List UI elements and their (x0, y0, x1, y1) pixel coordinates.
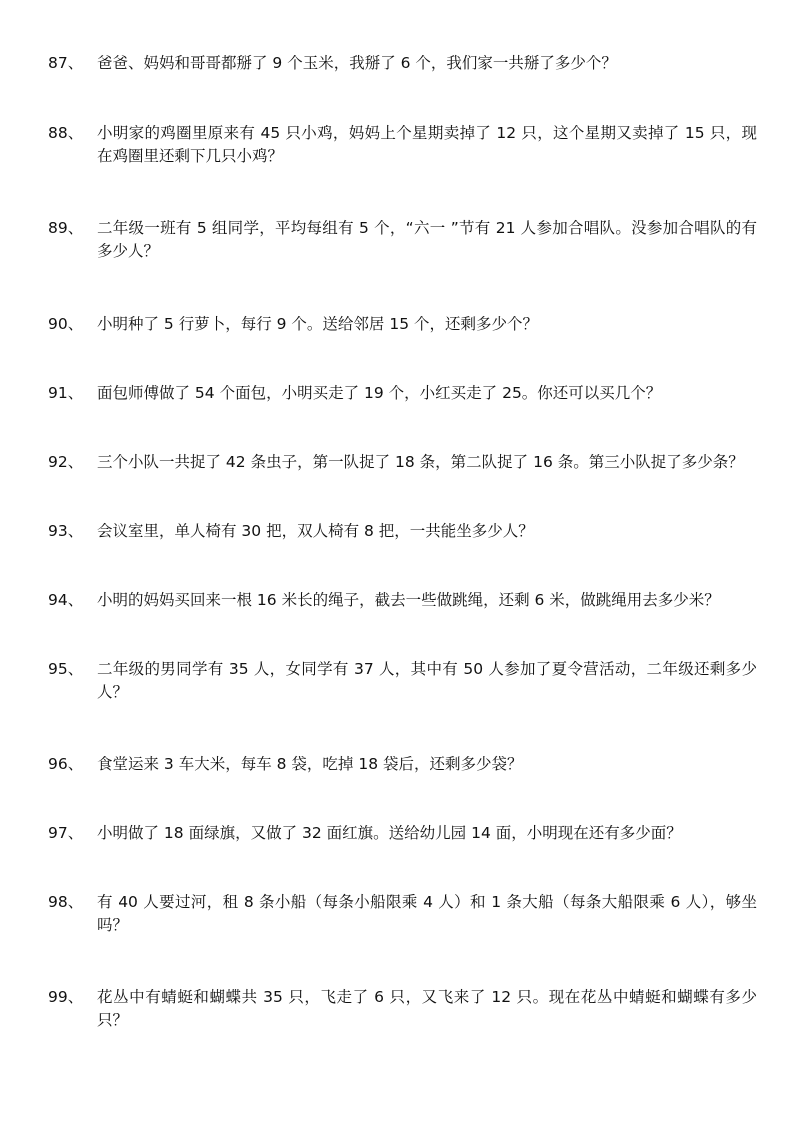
question-text: 花丛中有蜻蜓和蝴蝶共 35 只，飞走了 6 只，又飞来了 12 只。现在花丛中蜻蜓和蝴蝶有多少只？ (97, 988, 757, 1029)
question-text: 二年级的男同学有 35 人，女同学有 37 人，其中有 50 人参加了夏令营活动，二年级还剩多少人？ (97, 660, 757, 701)
question-number: 96、 (48, 755, 84, 773)
question-text: 会议室里，单人椅有 30 把，双人椅有 8 把，一共能坐多少人？ (97, 522, 534, 540)
question-number: 91、 (48, 384, 84, 402)
question-text: 食堂运来 3 车大米，每车 8 袋，吃掉 18 袋后，还剩多少袋？ (97, 755, 523, 773)
question-number: 89、 (48, 219, 84, 237)
question-text: 面包师傅做了 54 个面包，小明买走了 19 个，小红买走了 25。你还可以买几个？ (97, 384, 662, 402)
question-number: 92、 (48, 453, 84, 471)
question-text: 有 40 人要过河，租 8 条小船（每条小船限乘 4 人）和 1 条大船（每条大船限乘 6 人），够坐吗？ (97, 893, 757, 934)
question-number: 98、 (48, 893, 84, 911)
question-text: 爸爸、妈妈和哥哥都掰了 9 个玉米，我掰了 6 个，我们家一共掰了多少个？ (97, 54, 617, 72)
question-number: 88、 (48, 124, 84, 142)
question-number: 87、 (48, 54, 84, 72)
question-text: 小明家的鸡圈里原来有 45 只小鸡，妈妈上个星期卖掉了 12 只，这个星期又卖掉了 15 只，现在鸡圈里还剩下几只小鸡？ (97, 124, 757, 165)
question-text: 三个小队一共捉了 42 条虫子，第一队捉了 18 条，第二队捉了 16 条。第三小队捉了多少条？ (97, 453, 744, 471)
question-text: 小明的妈妈买回来一根 16 米长的绳子，截去一些做跳绳，还剩 6 米，做跳绳用去多少米？ (97, 591, 720, 609)
question-number: 94、 (48, 591, 84, 609)
question-number: 93、 (48, 522, 84, 540)
question-text: 小明种了 5 行萝卜，每行 9 个。送给邻居 15 个，还剩多少个？ (97, 315, 539, 333)
question-number: 95、 (48, 660, 84, 678)
question-number: 90、 (48, 315, 84, 333)
question-number: 97、 (48, 824, 84, 842)
question-text: 二年级一班有 5 组同学，平均每组有 5 个，“六一 ”节有 21 人参加合唱队。没参加合唱队的有多少人？ (97, 219, 757, 260)
question-number: 99、 (48, 988, 84, 1006)
question-text: 小明做了 18 面绿旗，又做了 32 面红旗。送给幼儿园 14 面，小明现在还有多少面？ (97, 824, 682, 842)
